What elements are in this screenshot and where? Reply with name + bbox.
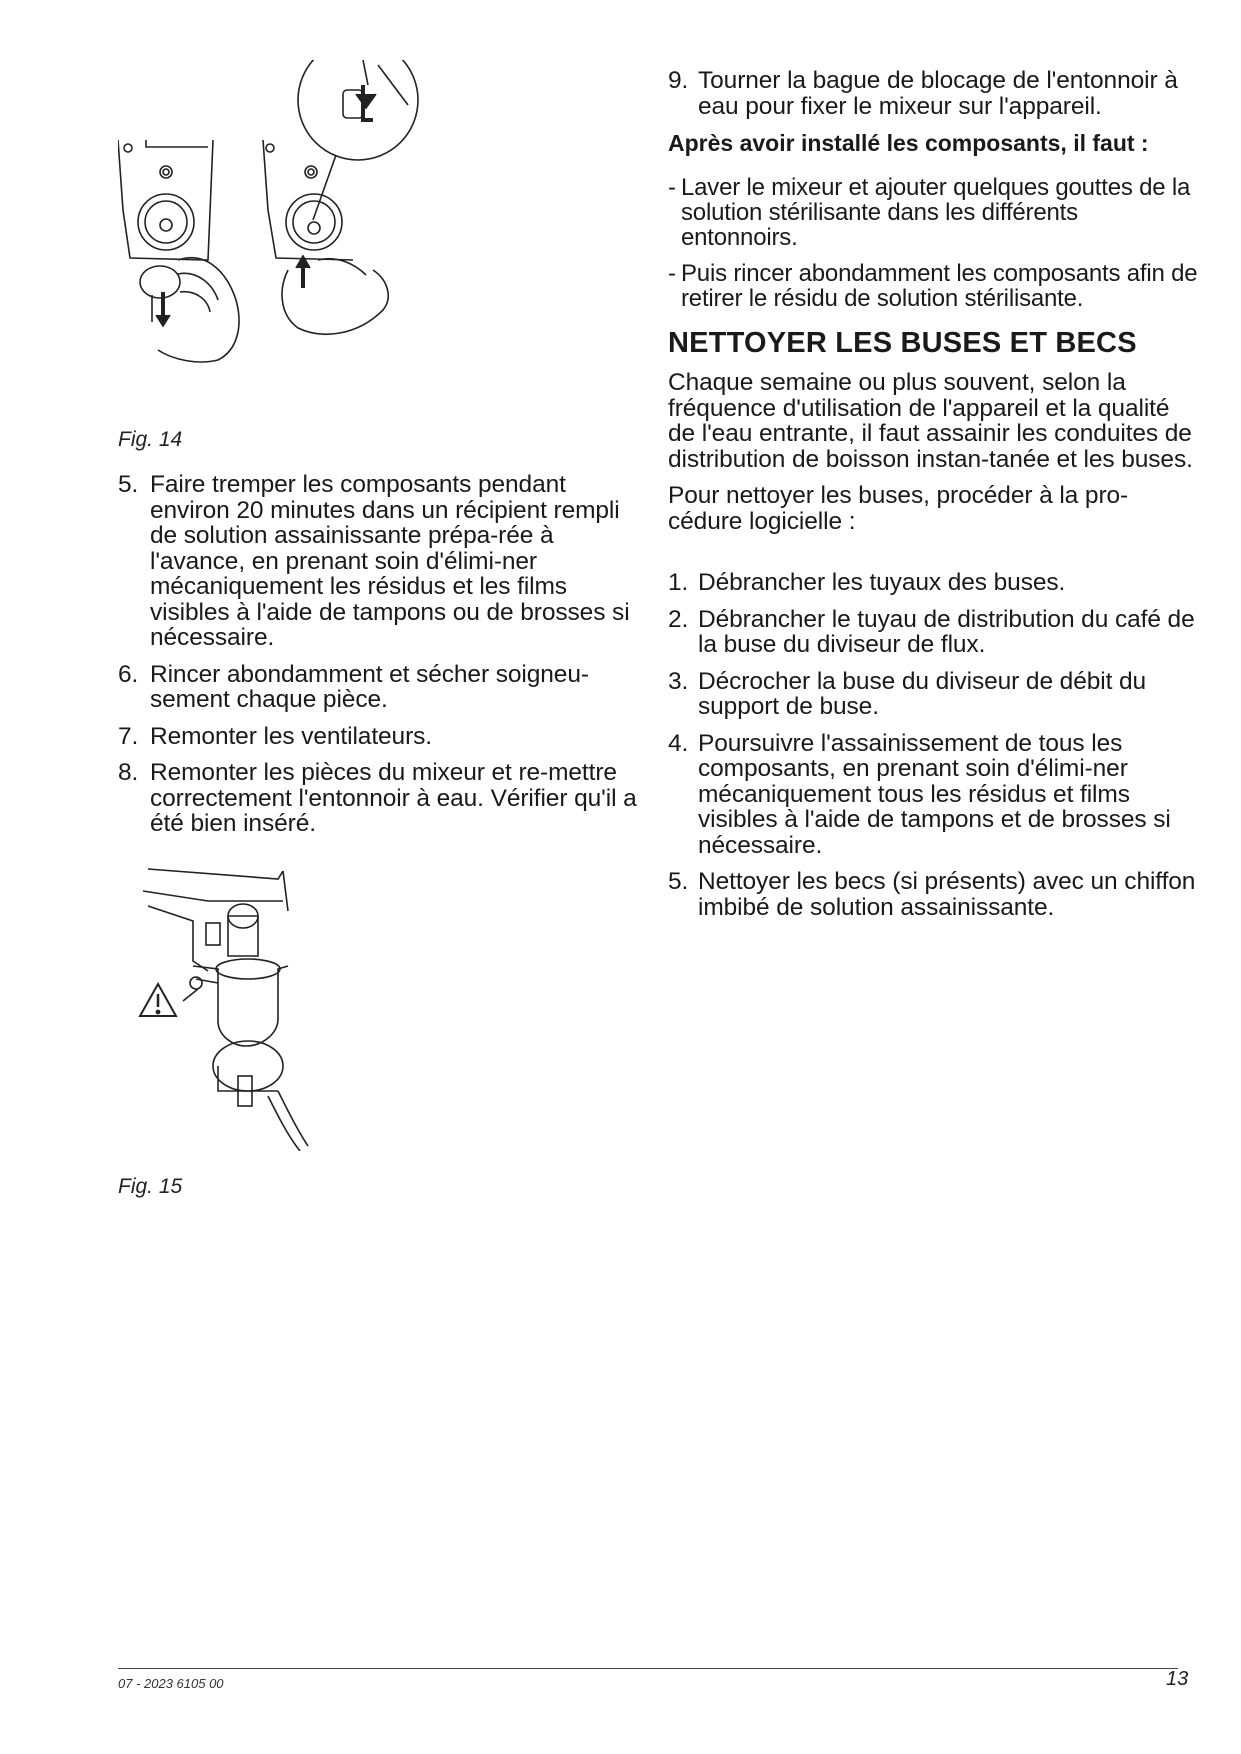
list-item: [668, 570, 1198, 596]
warning-triangle-icon: [140, 984, 176, 1016]
step-number: 4.: [668, 729, 689, 757]
paragraph: Pour nettoyer les buses, procéder à la pro-cédure logicielle :: [668, 482, 1129, 535]
fig14-illustration: [118, 60, 438, 380]
footer-document-code: 07 - 2023 6105 00: [118, 1676, 224, 1691]
step-text: Faire tremper les composants pendant environ 20 minutes dans un récipient rempli de solution assainissante prépa-rée à l'avance, en prenant soin d'élimi-ner mécaniquement les résidus et les films visibles à l'aide de tampons ou de brosses si nécessaire.: [150, 471, 630, 651]
step-text: Décrocher la buse du diviseur de débit du support de buse.: [698, 667, 1147, 720]
list-item: [668, 68, 1198, 119]
step-number: 7.: [118, 722, 139, 750]
step-number: 1.: [668, 569, 689, 596]
dash-text: Puis rincer abondamment les composants afin de retirer le résidu de solution stérilisante.: [681, 260, 1198, 312]
list-item: [668, 731, 1198, 859]
right-steps-list: [668, 570, 1198, 920]
step-text: Remonter les ventilateurs.: [150, 722, 432, 750]
step-number: 2.: [668, 605, 689, 633]
section-title: NETTOYER LES BUSES ET BECS: [668, 327, 1137, 359]
step-text: Remonter les pièces du mixeur et re-mettre correctement l'entonnoir à eau. Vérifier qu'il a été bien inséré.: [150, 759, 637, 837]
left-column: [118, 60, 638, 1199]
right-column: [668, 68, 1198, 931]
step-number: 9.: [668, 67, 689, 94]
list-item: - Puis rincer abondamment les composants afin de retirer le résidu de solution stérilisante.: [668, 260, 1198, 312]
step-number: 6.: [118, 660, 139, 688]
list-item: [668, 607, 1198, 658]
list-item: [118, 472, 638, 651]
left-steps-list: [118, 472, 638, 837]
step-text: Poursuivre l'assainissement de tous les composants, en prenant soin d'élimi-ner mécaniquement tous les résidus et films visibles à l'aide de tampons et de brosses si nécessaire.: [698, 729, 1171, 859]
fig15-illustration: [118, 861, 358, 1151]
arrow-up-icon: [296, 256, 310, 288]
dash-list: [668, 175, 1198, 311]
step-text: Nettoyer les becs (si présents) avec un chiffon imbibé de solution assainissante.: [698, 868, 1196, 921]
page-number: 13: [1166, 1668, 1189, 1690]
list-item: [118, 724, 638, 750]
step9-list: [668, 68, 1198, 119]
list-item: [118, 760, 638, 837]
list-item: - Laver le mixeur et ajouter quelques gouttes de la solution stérilisante dans les différents entonnoirs.: [668, 175, 1198, 250]
step-text: Débrancher le tuyau de distribution du café de la buse du diviseur de flux.: [698, 605, 1195, 658]
list-item: [668, 869, 1198, 920]
fig15-caption: Fig. 15: [118, 1174, 183, 1198]
list-item: [668, 669, 1198, 720]
step-number: 3.: [668, 667, 689, 695]
after-install-heading: Après avoir installé les composants, il faut :: [668, 130, 1149, 156]
step-text: Rincer abondamment et sécher soigneu-sement chaque pièce.: [150, 660, 589, 713]
dash-text: Laver le mixeur et ajouter quelques gouttes de la solution stérilisante dans les différents entonnoirs.: [681, 174, 1191, 251]
step-number: 5.: [118, 471, 139, 498]
step-number: 5.: [668, 868, 689, 895]
step-text: Débrancher les tuyaux des buses.: [698, 569, 1066, 596]
list-item: [118, 662, 638, 713]
step-text: Tourner la bague de blocage de l'entonnoir à eau pour fixer le mixeur sur l'appareil.: [698, 67, 1178, 120]
step-number: 8.: [118, 759, 139, 786]
footer-divider: [118, 1668, 1178, 1669]
fig14-caption: Fig. 14: [118, 428, 183, 451]
paragraph: Chaque semaine ou plus souvent, selon la fréquence d'utilisation de l'appareil et la qualité de l'eau entrante, il faut assainir les conduites de distribution de boisson instan-tanée et les buses.: [668, 369, 1193, 473]
